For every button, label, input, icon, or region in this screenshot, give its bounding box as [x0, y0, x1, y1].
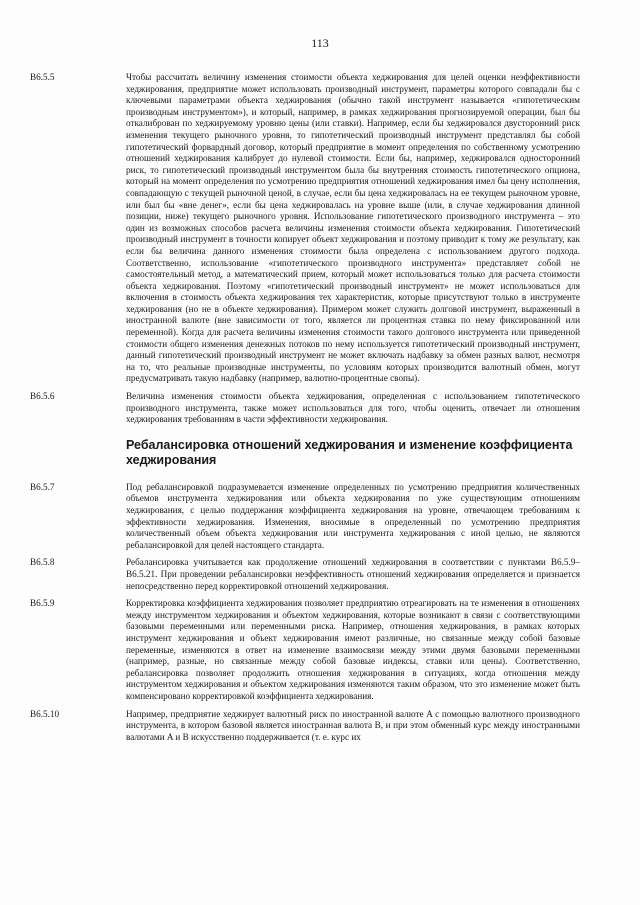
- paragraph-b6-5-8: [30, 557, 580, 592]
- paragraph-number: B6.5.7: [30, 481, 55, 492]
- paragraph-b6-5-5: [30, 72, 580, 385]
- paragraph-text: Корректировка коэффициента хеджирования позволяет предприятию отреагировать на те изменения в отношениях между инструментом хеджирования и объектом хеджирования, которые возникают в связи с соответствующими базовыми переменными или переменными риска. Например, отношения хеджирования, в рамках которых инструмент хеджирования и объект хеджирования имеют различные, но связанные между собой базовые переменные, изменяются в ответ на изменение взаимосвязи между этими двумя базовыми переменными (например, разные, но связанные между собой базовые индексы, ставки или цены). Соответственно, ребалансировка позволяет продолжить отношения хеджирования в ситуациях, когда отношения между инструментом хеджирования и объектом хеджирования изменяются таким образом, что это изменение может быть компенсировано корректировкой коэффициента хеджирования.: [126, 598, 580, 701]
- paragraph-b6-5-7: [30, 481, 580, 552]
- page-number: 113: [311, 36, 329, 50]
- section-heading: Ребалансировка отношений хеджирования и изменение коэффициента хеджирования: [126, 437, 573, 467]
- paragraph-number: B6.5.9: [30, 598, 55, 609]
- page-content: [30, 72, 580, 749]
- paragraph-number: B6.5.8: [30, 557, 55, 568]
- paragraph-b6-5-10: [30, 708, 580, 744]
- paragraph-number: B6.5.10: [30, 708, 60, 719]
- paragraph-text: Ребалансировка учитывается как продолжение отношений хеджирования в соответствии с пунктами B6.5.9–B6.5.21. При проведении ребалансировки неэффективность отношений хеджирования определяется и признается непосредственно перед корректировкой отношений хеджирования.: [126, 557, 580, 591]
- paragraph-text: Под ребалансировкой подразумевается изменение определенных по усмотрению предприятия количественных объемов инструмента хеджирования или объекта хеджирования по уже существующим отношениям хеджирования, с целью поддержания коэффициента хеджирования на уровне, отвечающем требованиям к эффективности хеджирования. Изменения, вносимые в определенный по усмотрению предприятия количественный объем объекта хеджирования или инструмента хеджирования с иной целью, не являются ребалансировкой для целей настоящего стандарта.: [126, 481, 580, 550]
- paragraph-b6-5-9: [30, 598, 580, 702]
- paragraph-b6-5-6: [30, 391, 580, 426]
- paragraph-number: B6.5.6: [30, 391, 55, 402]
- paragraph-text: Величина изменения стоимости объекта хеджирования, определенная с использованием гипотетического производного инструмента, также может использоваться для того, чтобы оценить, отвечает ли отношения хеджирования требованиям в части эффективности хеджирования.: [126, 391, 580, 425]
- paragraph-number: B6.5.5: [30, 72, 55, 82]
- paragraph-text: Например, предприятие хеджирует валютный риск по иностранной валюте A с помощью валютного производного инструмента, в котором базовой является иностранная валюта B, и при этом обменный курс между иностранными валютами A и B искусственно поддерживается (т. е. курс их: [126, 708, 580, 742]
- paragraph-text: Чтобы рассчитать величину изменения стоимости объекта хеджирования для целей оценки неэффективности хеджирования, предприятие может использовать производный инструмент, параметры которого совпадали бы с ключевыми параметрами объекта хеджирования (обычно такой инструмент называется «гипотетическим производным инструментом»), и который, например, в рамках хеджирования прогнозируемой операции, был бы откалиброван по хеджируемому уровню цены (или ставки). Например, если бы хеджировался двусторонний риск изменения текущего рыночного уровня, то гипотетический производный инструмент представлял бы собой гипотетический форвардный договор, который предприятие в момент определения по собственному усмотрению отношений хеджирования калибрует до нулевой стоимости. Если бы, например, хеджировался односторонний риск, то гипотетический производный инструментом была бы внутренняя стоимость гипотетического опциона, который на момент определения по усмотрению предприятия отношений хеджирования имел бы цену исполнения, совпадающую с текущей рыночной ценой, в случае, если бы цена хеджировалась на ее текущем рыночном уровне, или был бы «вне денег», если бы цена хеджировалась на уровне выше (или, в случае хеджирования длинной позиции, ниже) текущего рыночного уровня. Использование гипотетического производного инструмента – это один из возможных способов расчета величины изменения стоимости объекта хеджирования. Гипотетический производный инструмент в точности копирует объект хеджирования и поэтому приводит к тому же результату, как если бы величина данного изменения стоимости была определена с использованием другого подхода. Соответственно, использование «гипотетического производного инструмента» представляет собой не самостоятельный метод, а математический прием, который может использоваться только для расчета стоимости объекта хеджирования. Поэтому «гипотетический производный инструмент» не может использоваться для включения в стоимость объекта хеджирования тех характеристик, которые присутствуют только в инструменте хеджирования (но не в объекте хеджирования). Примером может служить долговой инструмент, выраженный в иностранной валюте (вне зависимости от того, является ли процентная ставка по нему фиксированной или переменной). Когда для расчета величины изменения стоимости такого долгового инструмента или приведенной стоимости общего изменения денежных потоков по нему используется гипотетический производный инструмент, данный гипотетический производный инструмент не может включать надбавку за обмен разных валют, несмотря на то, что реальные производные инструменты, по условиям которых производится валютный обмен, могут предусматривать такую надбавку (например, валютно-процентные свопы).: [126, 72, 580, 384]
